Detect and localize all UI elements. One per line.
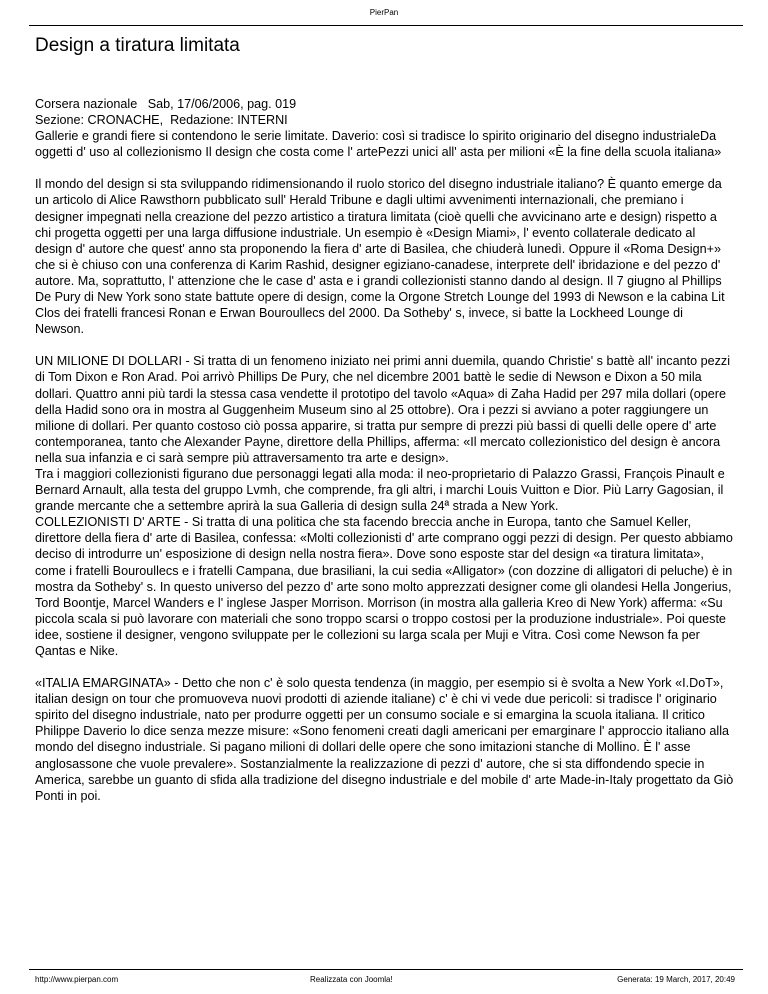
article-section: Sezione: CRONACHE, Redazione: INTERNI [35, 113, 288, 128]
footer-generated: Generata: 19 March, 2017, 20:49 [617, 975, 735, 984]
footer-url: http://www.pierpan.com [35, 975, 119, 984]
article-paragraph: Il mondo del design si sta sviluppando ridimensionando il ruolo storico del disegno industriale italiano? È quanto emerge da un articolo di Alice Rawsthorn pubblicato sull' Herald Tribune e dagli ultimi avvenimenti internazionali, che premiano i designer impegnati nella creazione del pezzo artistico a tiratura limitata (cioè quelli che avvicinano arte e design) rispetto a chi progetta oggetti per una larga diffusione industriale. Un esempio è «Design Miami», l' evento collaterale dedicato al design d' autore che quest' anno sta proponendo la fiera d' arte di Basilea, che chiuderà lunedì. Oppure il «Roma Design+» che si è chiuso con una conferenza di Karim Rashid, designer egiziano-canadese, interprete dell' ibridazione e del pezzo d' autore. Ma, soprattutto, l' attenzione che le case d' asta e i grandi collezionisti stanno dando al design. Il 7 giugno al Phillips De Pury di New York sono state battute opere di design, come la Orgone Stretch Lounge del 1993 di Newson e la cabina Lit Clos dei fratelli francesi Ronan e Erwan Bouroullecs del 2000. Da Sotheby' s, invece, si batte la Lockheed Lounge di Newson. [35, 177, 725, 337]
footer-credit: Realizzata con Joomla! [310, 975, 393, 984]
article-paragraph: UN MILIONE DI DOLLARI - Si tratta di un fenomeno iniziato nei primi anni duemila, quando Christie' s battè all' incanto pezzi di Tom Dixon e Ron Arad. Poi arrivò Phillips De Pury, che nel dicembre 2001 battè le sedie di Newson e Dixon a 50 mila dollari. Quattro anni più tardi la stessa casa vendette il prototipo del tavolo «Aqua» di Zaha Hadid per 297 mila dollari (opere della Hadid sono ora in mostra al Guggenheim Museum sino al 25 ottobre). Ora i pezzi si avviano a poter raggiungere un milione di dollari. Per quanto costoso ciò possa apparire, si tratta pur sempre di prezzi più bassi di quelli delle opere d' arte contemporanea, tanto che Alexander Payne, direttore della Phillips, afferma: «Il mercato collezionistico del design è ancora nella sua infanzia e ci sarà sempre più attraversamento tra arte e design». [35, 354, 730, 465]
footer-divider [29, 969, 743, 970]
article-lead: Gallerie e grandi fiere si contendono le serie limitate. Daverio: così si tradisce lo spirito originario del disegno industrialeDa oggetti d' uso al collezionismo Il design che costa come l' artePezzi unici all' asta per milioni «È la fine della scuola italiana» [35, 129, 722, 160]
article-paragraph: COLLEZIONISTI D' ARTE - Si tratta di una politica che sta facendo breccia anche in Europa, tanto che Samuel Keller, direttore della fiera d' arte di Basilea, confessa: «Molti collezionisti d' arte comprano oggi pezzi di design. Per questo abbiamo deciso di introdurre un' esposizione di design nella nostra fiera». Dove sono esposte star del design «a tiratura limitata», come i fratelli Bouroullecs e i fratelli Campana, due brasiliani, la cui sedia «Alligator» (con dozzine di alligatori di peluche) è in mostra da Sotheby' s. In questo universo del pezzo d' arte sono molto apprezzati designer come gli olandesi Hella Jongerius, Tord Boontje, Marcel Wanders e l' inglese Jasper Morrison. Morrison (in mostra alla galleria Kreo di New York) afferma: «Su piccola scala si può lavorare con materiali che sono troppo scarsi o troppo costosi per la produzione industriale». Poi queste idee, sostiene il designer, vengono sviluppate per le collezioni su larga scala per Muji e Vitra. Così come Newson fa per Qantas e Nike. [35, 515, 733, 658]
header-divider [29, 25, 743, 26]
article-paragraph: Tra i maggiori collezionisti figurano due personaggi legati alla moda: il neo-proprietario di Palazzo Grassi, François Pinault e Bernard Arnault, alla testa del gruppo Lvmh, che comprende, fra gli altri, i marchi Louis Vuitton e Dior. Più Larry Gagosian, il grande mercante che a settembre aprirà la sua Galleria di design sulla 24ª strada a New York. [35, 466, 725, 514]
page-title: Design a tiratura limitata [35, 35, 240, 56]
article-source: Corsera nazionale Sab, 17/06/2006, pag. 019 [35, 97, 297, 111]
article-body [35, 96, 735, 804]
article-paragraph: «ITALIA EMARGINATA» - Detto che non c' è solo questa tendenza (in maggio, per esempio si è svolta a New York «I.DoT», italian design on tour che promuoveva nuovi prodotti di aziende italiane) c' è chi vi vede due pericoli: si tradisce l' originario spirito del disegno industriale, nato per produrre oggetti per un consumo sociale e si emargina la scuola italiana. Il critico Philippe Daverio lo dice senza mezze misure: «Sono fenomeni creati dagli americani per emarginare l' approccio italiano alla mondo del disegno industriale. Si pagano milioni di dollari delle opere che sono imitazioni stanche di Mollino. È l' asse anglosassone che vuole prevalere». Sostanzialmente la realizzazione di pezzi d' autore, che si sta diffondendo specie in America, sarebbe un guanto di sfida alla tradizione del disegno industriale e del mobile d' arte Made-in-Italy progettato da Giò Ponti in poi. [35, 676, 734, 803]
site-name: PierPan [369, 8, 399, 17]
